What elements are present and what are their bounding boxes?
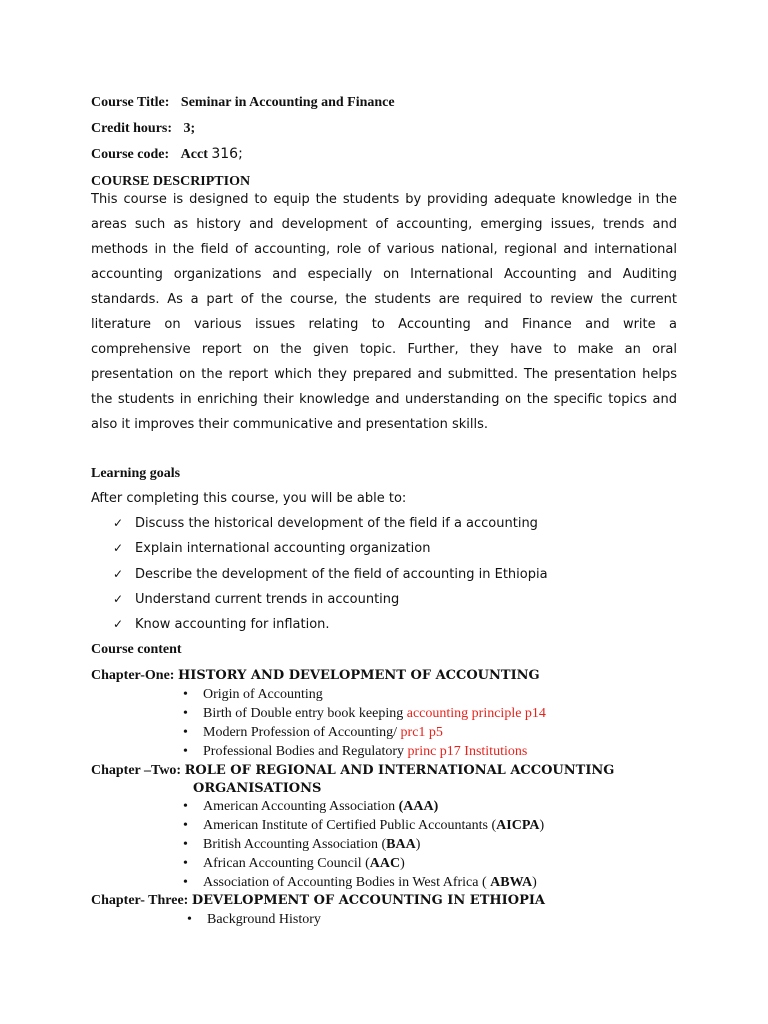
chapter-two-label: Chapter –Two:: [91, 763, 182, 778]
list-item: • American Accounting Association (AAA): [183, 799, 439, 814]
credit-hours-row: [91, 121, 195, 137]
list-item: • Birth of Double entry book keeping accounting principle p14: [183, 706, 546, 721]
course-code-prefix: Acct: [180, 147, 208, 162]
learning-goal-item: ✓ Know accounting for inflation.: [113, 617, 330, 632]
chapter-one-title: HISTORY AND DEVELOPMENT OF ACCOUNTING: [177, 668, 540, 683]
checkmark-icon: ✓: [113, 592, 124, 606]
bullet-icon: •: [183, 837, 188, 852]
bullet-icon: •: [183, 799, 188, 814]
bullet-icon: •: [183, 706, 188, 721]
list-item: • Origin of Accounting: [183, 687, 323, 702]
bullet-icon: •: [183, 744, 188, 759]
checkmark-icon: ✓: [113, 617, 124, 631]
course-title-row: [91, 95, 395, 111]
chapter-two-title: ROLE OF REGIONAL AND INTERNATIONAL ACCOUNTING: [184, 763, 615, 778]
chapter-three-label: Chapter- Three:: [91, 893, 189, 908]
list-item: • Association of Accounting Bodies in West Africa ( ABWA): [183, 875, 537, 890]
chapter-three-title: DEVELOPMENT OF ACCOUNTING IN ETHIOPIA: [191, 893, 546, 908]
page-reference-note: prc1 p5: [400, 725, 443, 740]
course-title-label: Course Title:: [91, 95, 170, 110]
credit-hours-value: 3;: [183, 121, 196, 136]
checkmark-icon: ✓: [113, 567, 124, 581]
learning-goals-heading: Learning goals: [91, 466, 181, 481]
course-description-heading: COURSE DESCRIPTION: [91, 174, 251, 189]
chapter-two-heading: [91, 763, 614, 779]
course-title-value: Seminar in Accounting and Finance: [180, 95, 395, 110]
learning-goal-item: ✓ Understand current trends in accounting: [113, 592, 400, 607]
organization-abbreviation: AAC: [369, 856, 401, 871]
course-code-number: 316;: [211, 146, 243, 162]
organization-abbreviation: ABWA: [490, 875, 533, 890]
chapter-one-heading: [91, 668, 540, 684]
page-reference-note: accounting principle p14: [406, 706, 546, 721]
bullet-icon: •: [183, 725, 188, 740]
list-item: • Modern Profession of Accounting/ prc1 p5: [183, 725, 443, 740]
bullet-icon: •: [183, 875, 188, 890]
learning-goal-item: ✓ Explain international accounting organization: [113, 541, 431, 556]
list-item: • British Accounting Association (BAA): [183, 837, 421, 852]
chapter-two-title-continued: ORGANISATIONS: [193, 781, 322, 796]
checkmark-icon: ✓: [113, 541, 124, 555]
learning-goal-item: ✓ Discuss the historical development of the field if a accounting: [113, 516, 538, 531]
chapter-three-heading: [91, 893, 545, 909]
bullet-icon: •: [183, 818, 188, 833]
course-code-row: [91, 146, 243, 163]
learning-goal-item: ✓ Describe the development of the field of accounting in Ethiopia: [113, 567, 548, 582]
course-content-heading: Course content: [91, 642, 182, 657]
bullet-icon: •: [183, 856, 188, 871]
bullet-icon: •: [187, 912, 192, 927]
list-item: • African Accounting Council (AAC): [183, 856, 405, 871]
organization-abbreviation: BAA: [386, 837, 416, 852]
list-item: • Professional Bodies and Regulatory princ p17 Institutions: [183, 744, 528, 759]
organization-abbreviation: (AAA): [398, 799, 439, 814]
course-code-label: Course code:: [91, 147, 170, 162]
bullet-icon: •: [183, 687, 188, 702]
page-reference-note: princ p17 Institutions: [407, 744, 528, 759]
list-item: • American Institute of Certified Public Accountants (AICPA): [183, 818, 545, 833]
credit-hours-label: Credit hours:: [91, 121, 173, 136]
learning-goals-intro: After completing this course, you will be able to:: [91, 491, 407, 506]
organization-abbreviation: AICPA: [496, 818, 540, 833]
checkmark-icon: ✓: [113, 516, 124, 530]
chapter-one-label: Chapter-One:: [91, 668, 175, 683]
list-item: • Background History: [187, 912, 321, 927]
course-description-text: This course is designed to equip the students by providing adequate knowledge in the areas such as history and development of accounting, emerging issues, trends and methods in the field of accounting, role of various national, regional and international accounting organizations and especially on International Accounting and Auditing standards. As a part of the course, the students are required to review the current literature on various issues relating to Accounting and Finance and write a comprehensive report on the given topic. Further, they have to make an oral presentation on the report which they prepared and submitted. The presentation helps the students in enriching their knowledge and understanding on the specific topics and also it improves their communicative and presentation skills.: [91, 192, 677, 432]
